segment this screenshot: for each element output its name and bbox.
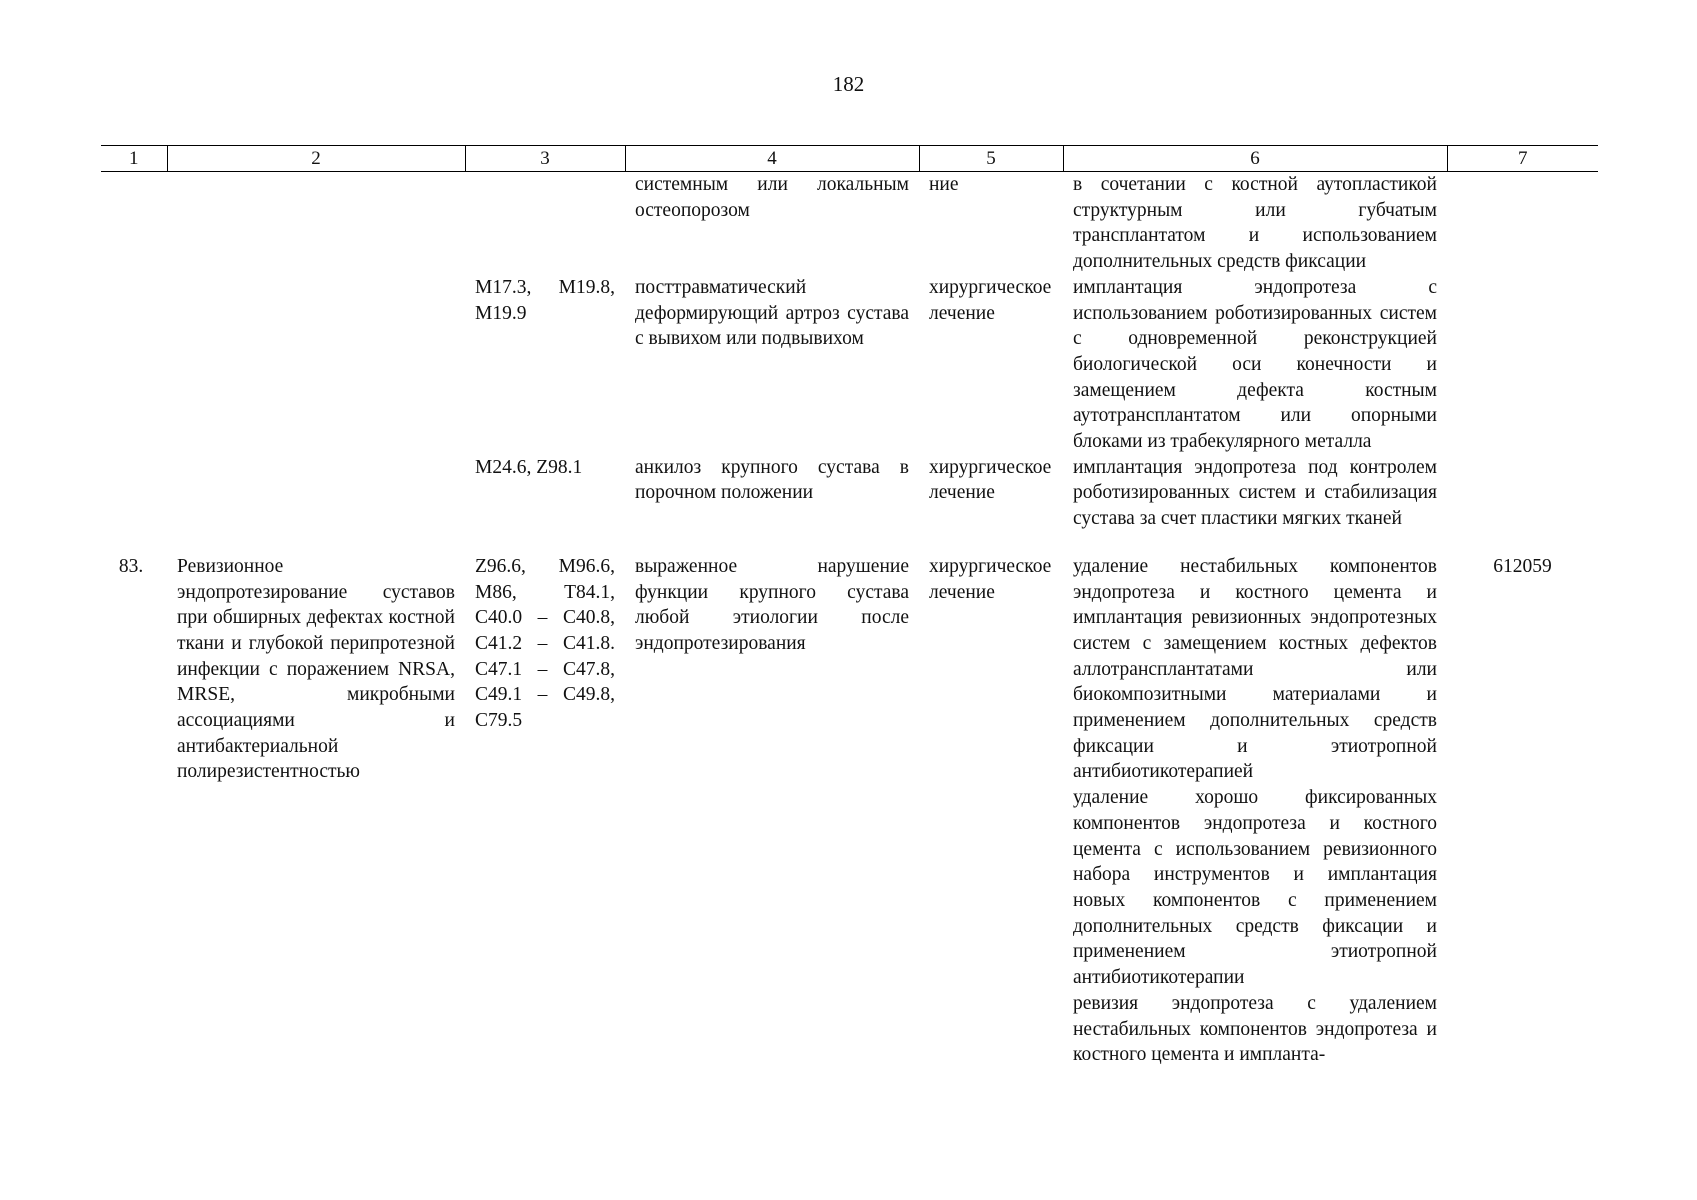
treatment-type: хирургическое лечение	[929, 276, 1052, 324]
header-col-3: 3	[465, 146, 625, 172]
table-row	[101, 275, 1598, 455]
diagnosis-codes: M17.3, M19.8, M19.9	[475, 276, 615, 324]
row-number	[101, 455, 167, 532]
header-col-1: 1	[101, 146, 167, 172]
cost-value	[1447, 172, 1598, 275]
table-header	[101, 146, 1598, 172]
table-row	[101, 554, 1598, 1068]
treatment-method: в сочетании с костной аутопластикой структурным или губчатым трансплантатом и использованием дополнительных средств фиксации	[1073, 174, 1437, 273]
treatment-method: имплантация эндопротеза под контролем роботизированных систем и стабилизация сустава за счет пластики мягких тканей	[1073, 456, 1437, 530]
header-col-7: 7	[1447, 146, 1598, 172]
treatment-type: хирургическое лечение	[929, 555, 1052, 603]
treatment-method: ревизия эндопротеза с удалением нестабильных компонентов эндопротеза и костного цемента и импланта-	[1073, 992, 1437, 1066]
diagnosis-codes: M24.6, Z98.1	[475, 456, 583, 478]
page-number: 182	[832, 72, 865, 96]
procedure-name	[167, 275, 465, 455]
patient-model: анкилоз крупного сустава в порочном положении	[635, 456, 909, 504]
cost-value	[1447, 455, 1598, 532]
procedure-name	[167, 172, 465, 275]
table-row	[101, 455, 1598, 532]
cost-value: 612059	[1493, 555, 1552, 577]
table-body	[101, 172, 1598, 1068]
patient-model: выраженное нарушение функции крупного сустава любой этиологии после эндопротезирования	[635, 555, 909, 654]
row-number	[101, 275, 167, 455]
header-col-2: 2	[167, 146, 465, 172]
treatment-method: удаление нестабильных компонентов эндопротеза и костного цемента и имплантация ревизионных эндопротезных систем с замещением костных дефектов аллотрансплантатами или биокомпозитными материалами и применением дополнительных средств фиксации и этиотропной антибиотикотерапией	[1073, 555, 1437, 783]
patient-model: системным или локальным остеопорозом	[635, 174, 909, 221]
treatment-methods	[1063, 554, 1447, 1068]
header-col-6: 6	[1063, 146, 1447, 172]
row-spacer	[101, 532, 1598, 554]
header-col-4: 4	[625, 146, 919, 172]
treatment-method: удаление хорошо фиксированных компонентов эндопротеза и костного цемента с использованием ревизионного набора инструментов и имплантация новых компонентов с применением дополнительных средств фиксации и применением этиотропной антибиотикотерапии	[1073, 787, 1437, 989]
procedure-name	[167, 455, 465, 532]
diagnosis-codes: Z96.6, M96.6, M86, T84.1, C40.0 – C40.8, C41.2 – C41.8. C47.1 – C47.8, C49.1 – C49.8, C79.5	[475, 555, 615, 732]
cost-value	[1447, 275, 1598, 455]
table-row	[101, 172, 1598, 275]
patient-model: посттравматический деформирующий артроз сустава с вывихом или подвывихом	[635, 276, 909, 350]
row-number: 83.	[118, 555, 144, 577]
procedures-table	[101, 145, 1598, 1068]
diagnosis-codes	[465, 172, 625, 275]
header-row	[101, 146, 1598, 172]
procedure-name: Ревизионное эндопротезирование суставов при обширных дефектах костной ткани и глубокой перипротезной инфекции с поражением NRSA, MRSE, микробными ассоциациями и антибактериальной полирезистентностью	[177, 555, 455, 783]
treatment-type: хирургическое лечение	[929, 456, 1052, 504]
row-number	[101, 172, 167, 275]
header-col-5: 5	[919, 146, 1063, 172]
treatment-type: ние	[929, 174, 959, 195]
treatment-method: имплантация эндопротеза с использованием роботизированных систем с одновременной реконструкцией биологической оси конечности и замещением дефекта костным аутотрансплантатом или опорными блоками из трабекулярного металла	[1073, 276, 1437, 453]
